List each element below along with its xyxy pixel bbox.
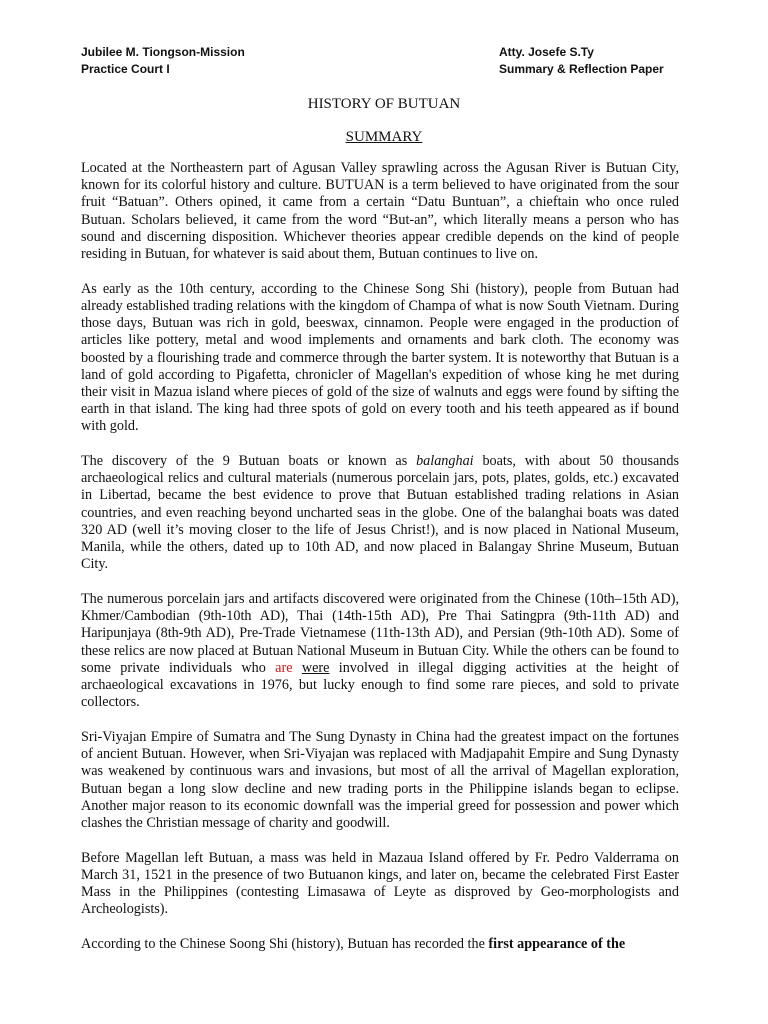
paragraph-6: Before Magellan left Butuan, a mass was held in Mazaua Island offered by Fr. Pedro Valderrama on March 31, 1521 in the presence of two Butuanon kings, and later on, became the celebrated First Easter Mass in the Philippines (contesting Limasawa of Leyte as disproved by Geo-morphologists and Archeologists). (81, 849, 679, 918)
paragraph-3-text-b: boats, with about 50 thousands archaeological relics and cultural materials (numerous porcelain jars, pots, plates, golds, etc.) excavated in Libertad, became the best evidence to prove that Butuan established trading relations in Asian countries, and even reaching beyond uncharted seas in the globe. One of the balanghai boats was dated 320 AD (well it’s moving closer to the life of Jesus Christ!), and is now placed in National Museum, Manila, while the others, dated up to 10th AD, and now placed in Balangay Shrine Museum, Butuan City. (81, 453, 679, 573)
paragraph-1: Located at the Northeastern part of Agusan Valley sprawling across the Agusan River is Butuan City, known for its colorful history and culture. BUTUAN is a term believed to have originated from the sour fruit “Batuan”. Others opined, it came from a certain “Datu Buntuan”, a chieftain who once ruled Butuan. Scholars believed, it came from the word “But-an”, which literally means a person who has sound and discerning disposition. Whichever theories appear credible depends on the kind of people residing in Butuan, for whatever is said about them, Butuan continues to live on. (81, 160, 679, 263)
document-body (81, 160, 679, 971)
paragraph-3-italic: balanghai (416, 453, 474, 470)
section-heading: SUMMARY (345, 129, 423, 145)
paragraph-4-underlined-word: were (301, 659, 330, 676)
paragraph-5: Sri-Viyajan Empire of Sumatra and The Sung Dynasty in China had the greatest impact on the fortunes of ancient Butuan. However, when Sri-Viyajan was replaced with Madjapahit Empire and Sung Dynasty was weakened by continuous wars and invasions, but most of all the arrival of Magellan exploration, Butuan began a long slow decline and new trading ports in the Philippine islands began to eclipse. Another major reason to its economic downfall was the imperial greed for possession and power which clashes the Christian message of charity and goodwill. (81, 728, 679, 831)
header-left (81, 44, 245, 78)
paragraph-2: As early as the 10th century, according to the Chinese Song Shi (history), people from Butuan had already established trading relations with the kingdom of Champa of what is now South Vietnam. During those days, Butuan was rich in gold, beeswax, cinnamon. People were engaged in the production of articles like pottery, metal and wood implements and ornaments and bark cloth. The economy was boosted by a flourishing trade and commerce through the barter system. It is noteworthy that Butuan is a land of gold according to Pigafetta, chronicler of Magellan's expedition of whose king he met during their visit in Mazua island where pieces of gold of the size of walnuts and eggs were found by sifting the earth in that island. The king had three spots of gold on every tooth and his teeth appeared as if bound with gold. (81, 280, 679, 435)
paragraph-4-text-b: involved in illegal digging activities at the height of archaeological excavations in 1976, but lucky enough to find some rare pieces, and sold to private collectors. (81, 659, 680, 711)
paragraph-3-text-a: The discovery of the 9 Butuan boats or known as (81, 453, 417, 470)
document-title: HISTORY OF BUTUAN (307, 96, 461, 112)
paragraph-4-space (293, 660, 302, 676)
paragraph-4 (81, 591, 679, 711)
paragraph-4-text-a: The numerous porcelain jars and artifacts discovered were originated from the Chinese (10th–15th AD), Khmer/Cambodian (9th-10th AD), Thai (14th-15th AD), Pre Thai Satingpra (9th-11th AD) and Haripunjaya (8th-9th AD), Pre-Trade Vietnamese (11th-13th AD), and Persian (9th-10th AD). Some of these relics are now placed at Butuan National Museum in Butuan City. While the others can be found to some private individuals who (81, 590, 679, 676)
paragraph-7 (81, 936, 679, 953)
header-right (499, 44, 664, 78)
paragraph-7-bold: first appearance of the (488, 935, 626, 952)
paragraph-7-text: According to the Chinese Soong Shi (history), Butuan has recorded the (81, 935, 489, 952)
paragraph-4-red-word: are (275, 659, 293, 676)
instructor-name: Atty. Josefe S.Ty (499, 45, 594, 59)
author-name: Jubilee M. Tiongson-Mission (81, 45, 245, 59)
course-name: Practice Court I (81, 62, 170, 76)
paragraph-3 (81, 453, 679, 573)
paper-type: Summary & Reflection Paper (499, 62, 664, 76)
